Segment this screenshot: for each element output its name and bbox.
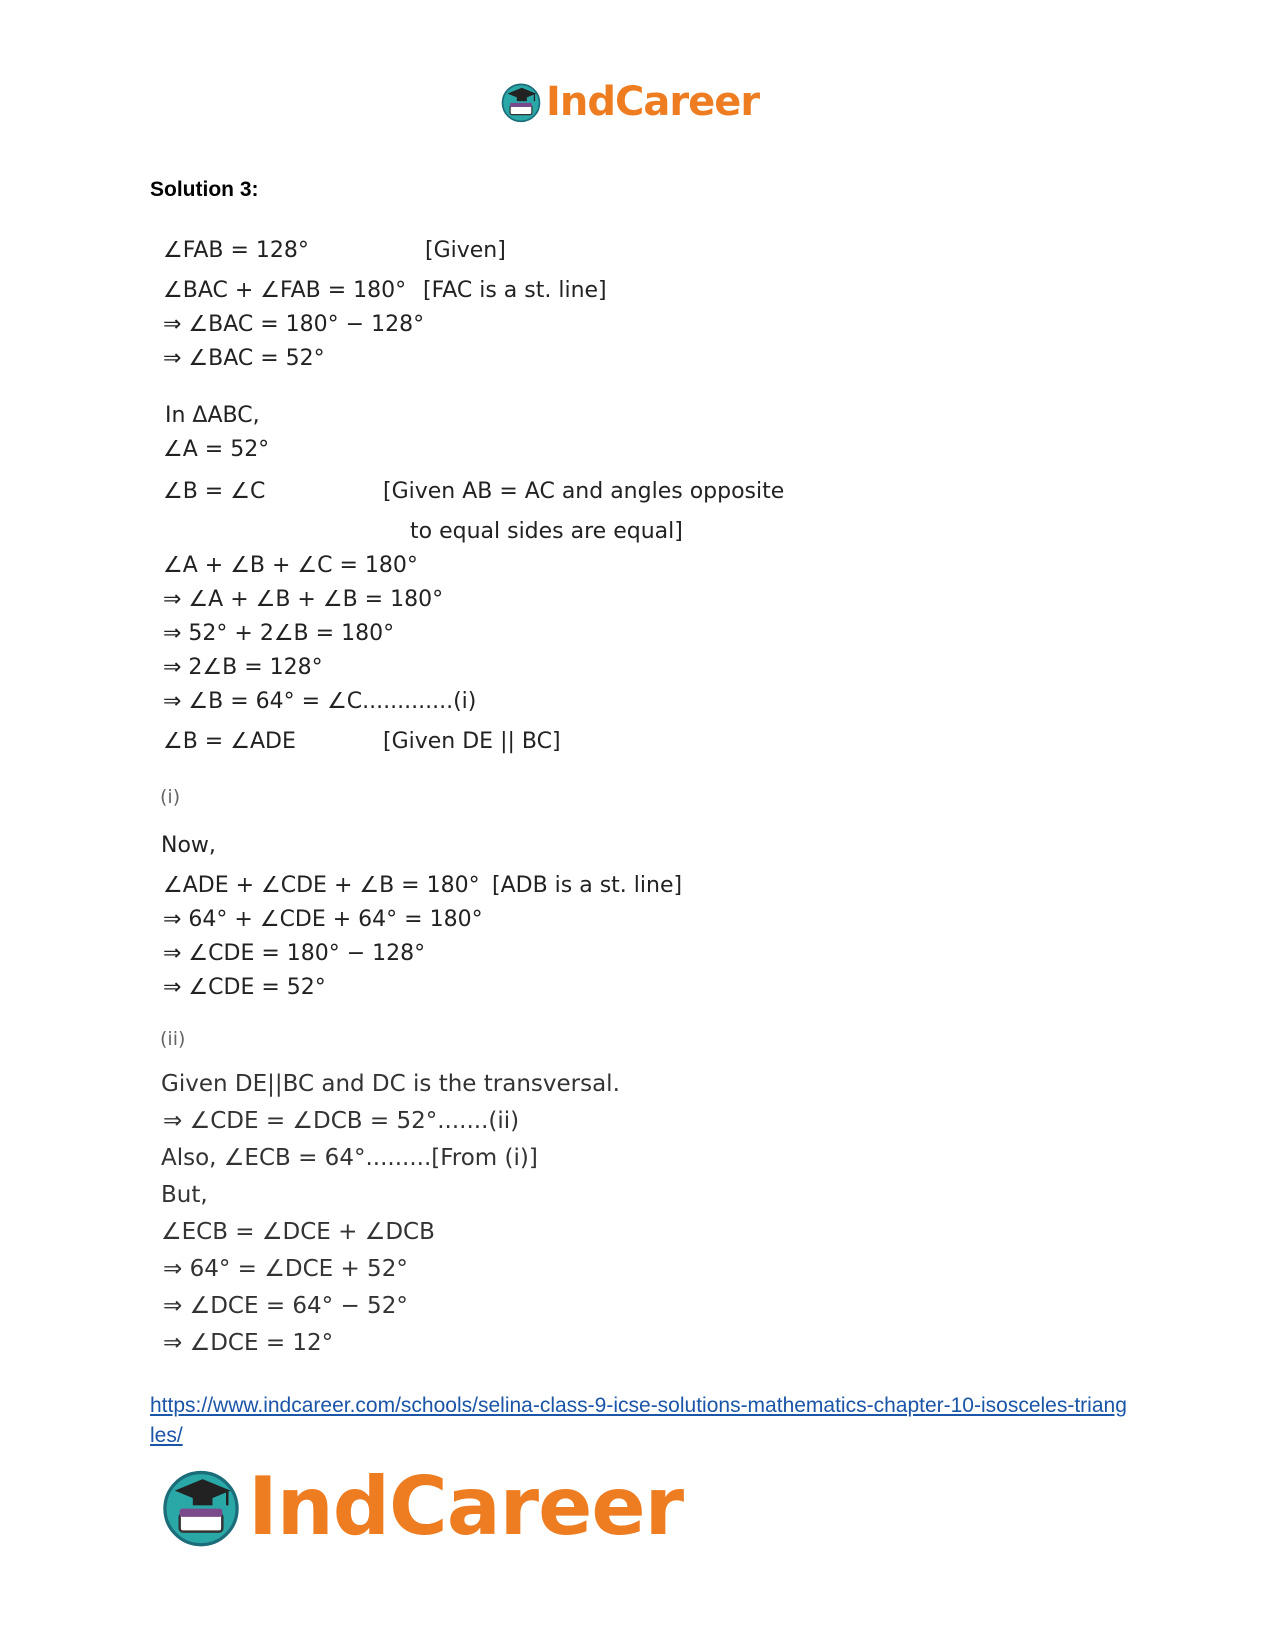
math-line: ∠ECB = ∠DCE + ∠DCB: [161, 1219, 435, 1245]
math-line: ∠A + ∠B + ∠C = 180°: [163, 553, 418, 578]
math-line: ∠B = ∠ADE: [163, 729, 296, 754]
math-line: ⇒ 64° = ∠DCE + 52°: [163, 1256, 408, 1282]
math-line: Given DE||BC and DC is the transversal.: [161, 1071, 620, 1097]
solution-heading: Solution 3:: [150, 178, 259, 201]
math-line: ⇒ ∠DCE = 12°: [163, 1330, 334, 1356]
math-line: ⇒ 64° + ∠CDE + 64° = 180°: [163, 907, 483, 932]
brand-wordmark: IndCareer: [248, 1460, 684, 1553]
math-line: ∠BAC + ∠FAB = 180°: [163, 278, 407, 303]
math-line: ⇒ ∠CDE = 180° − 128°: [163, 941, 426, 966]
math-reason: [FAC is a st. line]: [423, 278, 607, 303]
math-line: ⇒ ∠BAC = 52°: [163, 346, 325, 371]
math-line: ∠FAB = 128°: [163, 238, 309, 263]
math-line: Now,: [161, 833, 216, 858]
part-tag: (ii): [160, 1028, 186, 1050]
math-line: ∠A = 52°: [163, 437, 270, 462]
math-line: ∠B = ∠C: [163, 479, 266, 504]
graduation-cap-book-icon: [160, 1466, 242, 1548]
math-reason: to equal sides are equal]: [410, 519, 683, 544]
math-line: ⇒ ∠CDE = 52°: [163, 975, 326, 1000]
math-reason: [ADB is a st. line]: [492, 873, 683, 898]
math-reason: [Given DE || BC]: [383, 729, 561, 754]
math-line: ⇒ ∠BAC = 180° − 128°: [163, 312, 425, 337]
math-line: ⇒ 52° + 2∠B = 180°: [163, 621, 395, 646]
math-line: ⇒ ∠A + ∠B + ∠B = 180°: [163, 587, 444, 612]
math-line: ⇒ ∠CDE = ∠DCB = 52°.......(ii): [163, 1108, 520, 1134]
brand-wordmark: IndCareer: [546, 79, 760, 125]
math-line: ⇒ ∠DCE = 64° − 52°: [163, 1293, 408, 1319]
math-line: In ΔABC,: [165, 403, 260, 428]
part-tag: (i): [160, 786, 181, 808]
math-line: ⇒ 2∠B = 128°: [163, 655, 323, 680]
source-link[interactable]: https://www.indcareer.com/schools/selina-class-9-icse-solutions-mathematics-chapter-10-isosceles-triangles/: [150, 1394, 1127, 1447]
math-line: Also, ∠ECB = 64°.........[From (i)]: [161, 1145, 538, 1171]
math-reason: [Given AB = AC and angles opposite: [383, 479, 785, 504]
footer-logo: [160, 1461, 683, 1553]
math-line: ∠ADE + ∠CDE + ∠B = 180°: [163, 873, 480, 898]
math-line: ⇒ ∠B = 64° = ∠C.............(i): [163, 689, 477, 714]
math-line: But,: [161, 1182, 208, 1208]
math-reason: [Given]: [425, 238, 506, 263]
